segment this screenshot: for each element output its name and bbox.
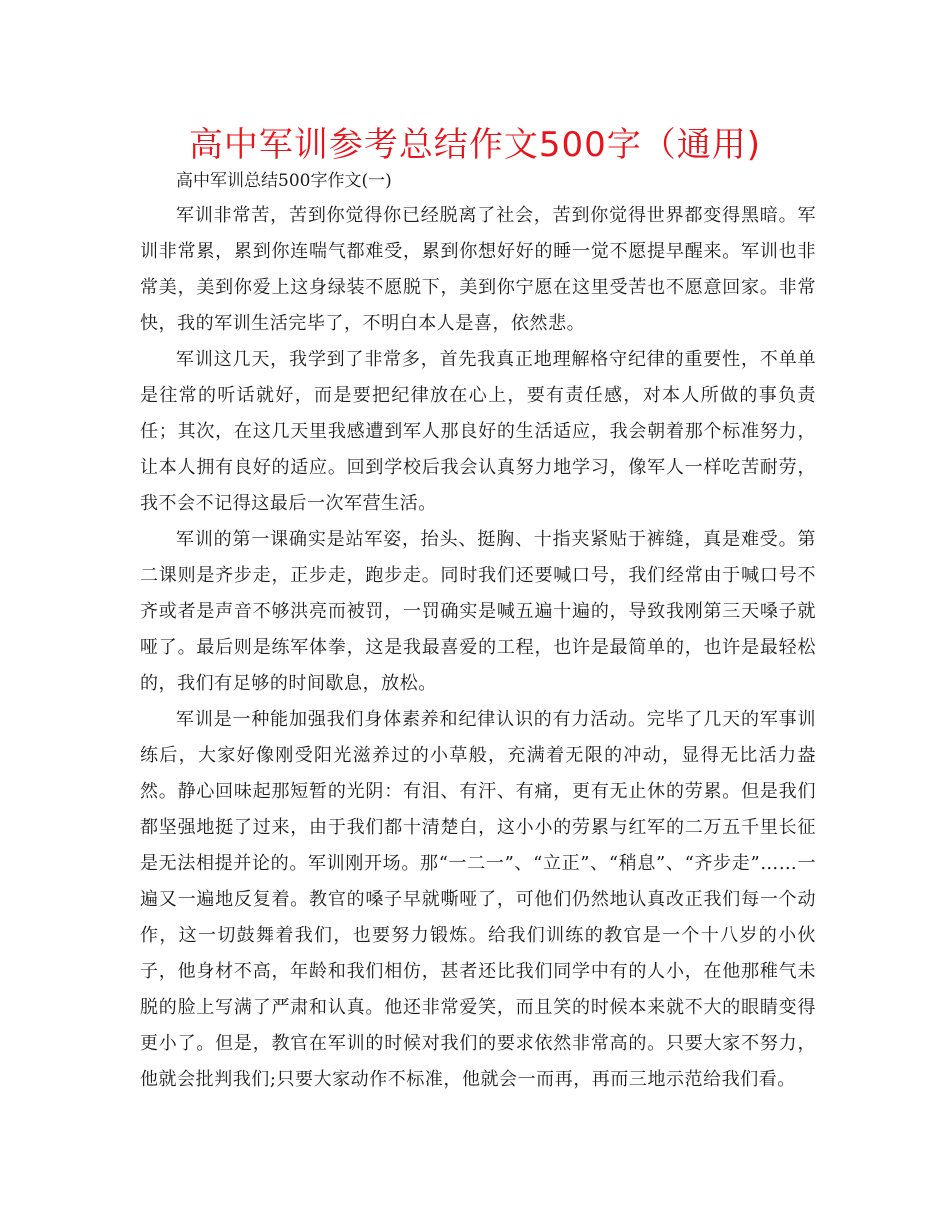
document-body bbox=[140, 166, 816, 1098]
section-subtitle: 高中军训总结500字作文(一) bbox=[176, 171, 392, 191]
paragraph-4: 军训是一种能加强我们身体素养和纪律认识的有力活动。完毕了几天的军事训练后，大家好像刚受阳光滋养过的小草般，充满着无限的冲动，显得无比活力盎然。静心回味起那短暂的光阴：有泪、有汗、有痛，更有无止休的劳累。但是我们都坚强地挺了过来，由于我们都十清楚白，这小小的劳累与红军的二万五千里长征是无法相提并论的。军训刚开场。那“一二一”、“立正”、“稍息”、“齐步走”……一遍又一遍地反复着。教官的嗓子早就嘶哑了，可他们仍然地认真改正我们每一个动作，这一切鼓舞着我们，也要努力锻炼。给我们训练的教官是一个十八岁的小伙子，他身材不高，年龄和我们相仿，甚者还比我们同学中有的人小，在他那稚气未脱的脸上写满了严肃和认真。他还非常爱笑，而且笑的时候本来就不大的眼睛变得更小了。但是，教官在军训的时候对我们的要求依然非常高的。只要大家不努力，他就会批判我们;只要大家动作不标准，他就会一而再，再而三地示范给我们看。 bbox=[140, 709, 816, 1090]
document-title: 高中军训参考总结作文500字（通用) bbox=[188, 125, 762, 165]
paragraph-3: 军训的第一课确实是站军姿，抬头、挺胸、十指夹紧贴于裤缝，真是难受。第二课则是齐步走，正步走，跑步走。同时我们还要喊口号，我们经常由于喊口号不齐或者是声音不够洪亮而被罚，一罚确实是喊五遍十遍的，导致我刚第三天嗓子就哑了。最后则是练军体拳，这是我最喜爱的工程，也许是最简单的，也许是最轻松的，我们有足够的时间歇息，放松。 bbox=[140, 529, 816, 694]
paragraph-1: 军训非常苦，苦到你觉得你已经脱离了社会，苦到你觉得世界都变得黑暗。军训非常累，累到你连喘气都难受，累到你想好好的睡一觉不愿提早醒来。军训也非常美，美到你爱上这身绿装不愿脱下，美到你宁愿在这里受苦也不愿意回家。非常快，我的军训生活完毕了，不明白本人是喜，依然悲。 bbox=[140, 205, 816, 334]
paragraph-2: 军训这几天，我学到了非常多，首先我真正地理解格守纪律的重要性，不单单是往常的听话就好，而是要把纪律放在心上，要有责任感，对本人所做的事负责任；其次，在这几天里我感遭到军人那良好的生活适应，我会朝着那个标准努力，让本人拥有良好的适应。回到学校后我会认真努力地学习，像军人一样吃苦耐劳，我不会不记得这最后一次军营生活。 bbox=[140, 349, 816, 514]
